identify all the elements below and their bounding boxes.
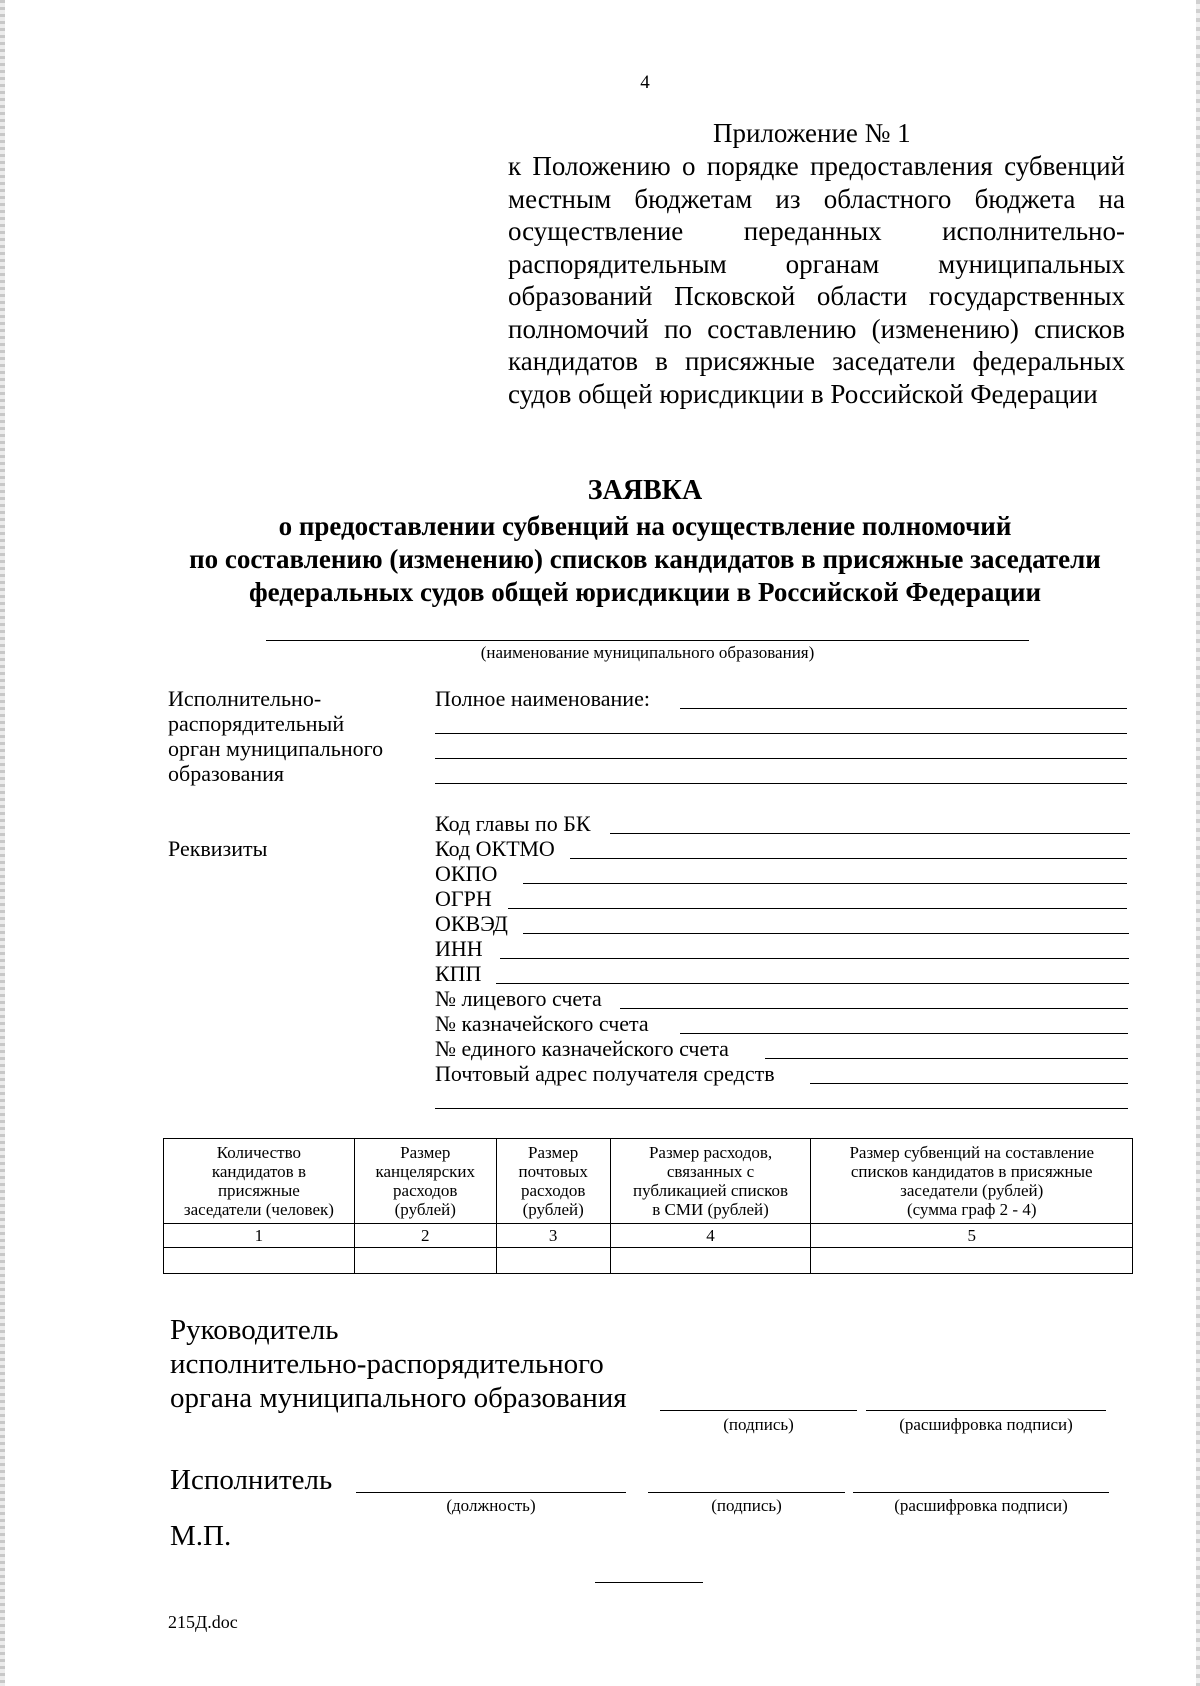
head-title-line: Руководитель [170, 1314, 339, 1346]
scan-edge-right [1196, 0, 1200, 1686]
header-line: заседатели (рублей) [900, 1181, 1044, 1200]
appendix-text: к Положению о порядке предоставления субвенций местным бюджетам из областного бюджета на осуществление переданных исполнительно-распорядительным органам муниципальных образований Псковской области государственных полномочий по составлению (изменению) списков кандидатов в присяжные заседатели федеральных судов общей юрисдикции в Российской Федерации [508, 151, 1125, 409]
requisite-treasury-account-label: № казначейского счета [435, 1011, 649, 1036]
column-number: 5 [811, 1224, 1133, 1248]
executor-decoding-caption: (расшифровка подписи) [894, 1496, 1068, 1515]
header-line: расходов [520, 1181, 586, 1200]
footer-filename: 215Д.doc [168, 1612, 238, 1632]
requisite-personal-account-label: № лицевого счета [435, 986, 602, 1011]
full-name-line-3[interactable] [435, 758, 1127, 759]
column-number: 4 [610, 1224, 811, 1248]
header-postal-expenses [496, 1139, 610, 1224]
header-line: связанных с [666, 1162, 755, 1181]
requisite-okpo-label: ОКПО [435, 861, 498, 886]
requisite-treasury-account-line[interactable] [680, 1033, 1128, 1034]
requisite-ogrn-label: ОГРН [435, 886, 492, 911]
head-signature-caption: (подпись) [723, 1415, 794, 1434]
head-title-line: органа муниципального образования [170, 1382, 627, 1414]
head-signature-line[interactable] [660, 1410, 857, 1411]
municipality-name-line[interactable] [266, 640, 1029, 641]
seal-mark: М.П. [170, 1520, 232, 1552]
requisite-okpo-line[interactable] [523, 883, 1127, 884]
header-line: (рублей) [394, 1200, 456, 1219]
value-office-expenses[interactable] [354, 1248, 496, 1274]
executor-signature-caption: (подпись) [711, 1496, 782, 1515]
requisite-single-treasury-account-label: № единого казначейского счета [435, 1036, 729, 1061]
requisite-kpp-label: КПП [435, 961, 482, 986]
executive-body-label-line: образования [168, 761, 285, 786]
requisite-okved-label: ОКВЭД [435, 911, 508, 936]
value-publication-expenses[interactable] [610, 1248, 811, 1274]
header-line: Размер [400, 1143, 451, 1162]
appendix-title: Приложение № 1 [713, 118, 911, 148]
column-number: 1 [164, 1224, 355, 1248]
head-title-line: исполнительно-распорядительного [170, 1348, 604, 1380]
requisite-oktmo-label: Код ОКТМО [435, 836, 555, 861]
header-line: заседатели (человек) [183, 1200, 334, 1219]
executive-body-label [168, 686, 383, 786]
value-candidates-count[interactable] [164, 1248, 355, 1274]
header-line: кандидатов в [211, 1162, 306, 1181]
requisite-postal-address-label: Почтовый адрес получателя средств [435, 1061, 775, 1086]
requisite-ogrn-line[interactable] [508, 908, 1127, 909]
header-line: в СМИ (рублей) [652, 1200, 769, 1219]
column-number: 3 [496, 1224, 610, 1248]
full-name-line-2[interactable] [435, 733, 1127, 734]
head-decoding-caption: (расшифровка подписи) [899, 1415, 1073, 1434]
requisite-postal-address-line-2[interactable] [435, 1108, 1128, 1109]
header-line: (рублей) [522, 1200, 584, 1219]
page-number: 4 [640, 72, 650, 93]
executive-body-label-line: Исполнительно- [168, 686, 322, 711]
requisite-budget-code-label: Код главы по БК [435, 811, 591, 836]
executor-position-caption: (должность) [446, 1496, 536, 1515]
executor-position-line[interactable] [356, 1492, 626, 1493]
value-subvention-amount[interactable] [811, 1248, 1133, 1274]
header-line: расходов [393, 1181, 458, 1200]
budget-table [163, 1138, 1133, 1274]
executor-decoding-line[interactable] [853, 1492, 1109, 1493]
header-line: (сумма граф 2 - 4) [906, 1200, 1037, 1219]
full-name-line-4[interactable] [435, 783, 1127, 784]
executor-signature-line[interactable] [648, 1492, 845, 1493]
requisites-label: Реквизиты [168, 836, 268, 861]
header-line: Размер расходов, [648, 1143, 773, 1162]
scan-edge-left [0, 0, 5, 1686]
budget-table-number-row [164, 1224, 1133, 1248]
full-name-line-1[interactable] [680, 708, 1127, 709]
municipality-caption: (наименование муниципального образования) [480, 643, 815, 662]
column-number: 2 [354, 1224, 496, 1248]
header-line: присяжные [217, 1181, 300, 1200]
budget-table-value-row[interactable] [164, 1248, 1133, 1274]
header-line: Количество [216, 1143, 302, 1162]
value-postal-expenses[interactable] [496, 1248, 610, 1274]
full-name-label: Полное наименование: [435, 686, 650, 711]
requisite-budget-code-line[interactable] [610, 833, 1130, 834]
separator-line [595, 1582, 703, 1583]
header-publication-expenses [610, 1139, 811, 1224]
budget-table-header-row [164, 1139, 1133, 1224]
requisite-kpp-line[interactable] [496, 983, 1129, 984]
header-subvention-amount [811, 1139, 1133, 1224]
form-subtitle-line: о предоставлении субвенций на осуществление полномочий [278, 511, 1012, 541]
header-candidates-count [164, 1139, 355, 1224]
requisite-personal-account-line[interactable] [620, 1008, 1128, 1009]
header-line: Размер [528, 1143, 579, 1162]
executive-body-label-line: распорядительный [168, 711, 345, 736]
executive-body-label-line: орган муниципального [168, 736, 384, 761]
header-line: списков кандидатов в присяжные [850, 1162, 1093, 1181]
form-title: ЗАЯВКА [587, 475, 703, 506]
head-signature-block [170, 1313, 627, 1415]
form-subtitle [0, 510, 1200, 609]
header-line: почтовых [518, 1162, 588, 1181]
executor-label: Исполнитель [170, 1464, 333, 1496]
header-office-expenses [354, 1139, 496, 1224]
header-line: публикацией списков [633, 1181, 789, 1200]
head-signature-decoding-line[interactable] [866, 1410, 1106, 1411]
requisite-oktmo-line[interactable] [570, 858, 1127, 859]
form-subtitle-line: федеральных судов общей юрисдикции в Российской Федерации [248, 577, 1042, 607]
header-line: Размер субвенций на составление [849, 1143, 1094, 1162]
form-subtitle-line: по составлению (изменению) списков кандидатов в присяжные заседатели [189, 544, 1101, 574]
requisite-okved-line[interactable] [523, 933, 1129, 934]
requisite-postal-address-line-1[interactable] [810, 1083, 1128, 1084]
header-line: канцелярских [375, 1162, 475, 1181]
requisite-single-treasury-account-line[interactable] [765, 1058, 1128, 1059]
requisite-inn-line[interactable] [500, 958, 1129, 959]
requisite-inn-label: ИНН [435, 936, 483, 961]
